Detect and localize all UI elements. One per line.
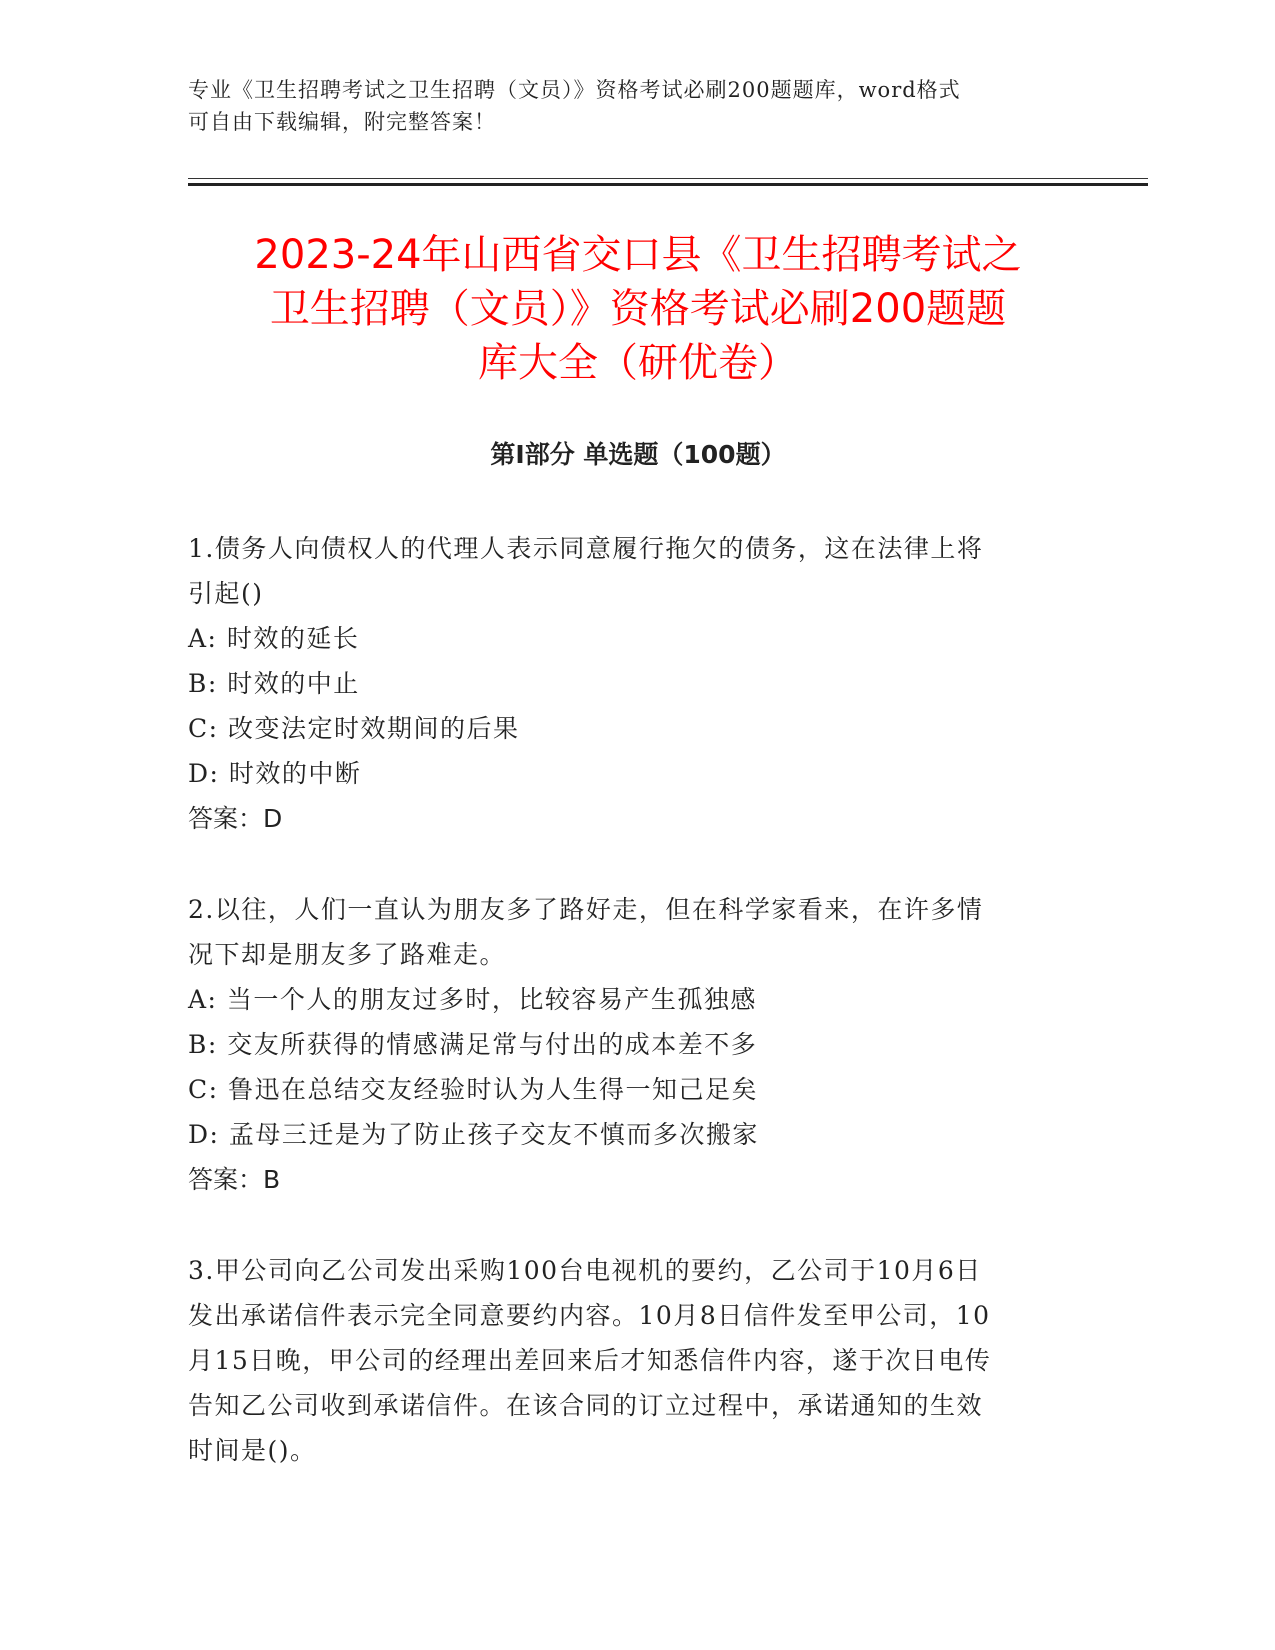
intro-line: 专业《卫生招聘考试之卫生招聘（文员）》资格考试必刷200题题库，word格式 bbox=[188, 78, 961, 102]
intro-text bbox=[188, 74, 1068, 138]
option-b: B: 交友所获得的情感满足常与付出的成本差不多 bbox=[188, 1030, 758, 1059]
question-stem: 发出承诺信件表示完全同意要约内容。10月8日信件发至甲公司，10 bbox=[188, 1301, 991, 1330]
option-c: C: 改变法定时效期间的后果 bbox=[188, 714, 520, 743]
question-stem: 3.甲公司向乙公司发出采购100台电视机的要约，乙公司于10月6日 bbox=[188, 1256, 982, 1285]
header-divider-thick bbox=[188, 183, 1148, 186]
header-divider-thin bbox=[188, 178, 1148, 179]
question-item bbox=[188, 1248, 1078, 1473]
title-line: 2023-24年山西省交口县《卫生招聘考试之 bbox=[254, 232, 1022, 278]
question-item bbox=[188, 526, 1078, 841]
question-list bbox=[188, 526, 1078, 1519]
option-a: A: 当一个人的朋友过多时，比较容易产生孤独感 bbox=[188, 985, 757, 1014]
title-line: 库大全（研优卷） bbox=[478, 340, 798, 386]
question-stem: 况下却是朋友多了路难走。 bbox=[188, 940, 507, 969]
question-stem: 1.债务人向债权人的代理人表示同意履行拖欠的债务，这在法律上将 bbox=[188, 534, 984, 563]
answer-label: 答案：B bbox=[188, 1165, 281, 1194]
question-stem: 告知乙公司收到承诺信件。在该合同的订立过程中，承诺通知的生效 bbox=[188, 1391, 984, 1420]
answer-label: 答案：D bbox=[188, 804, 283, 833]
question-stem: 月15日晚，甲公司的经理出差回来后才知悉信件内容，遂于次日电传 bbox=[188, 1346, 992, 1375]
intro-line: 可自由下载编辑，附完整答案！ bbox=[188, 110, 496, 134]
document-title bbox=[188, 228, 1088, 390]
title-line: 卫生招聘（文员）》资格考试必刷200题题 bbox=[269, 286, 1007, 332]
option-b: B: 时效的中止 bbox=[188, 669, 360, 698]
section-heading: 第Ⅰ部分 单选题（100题） bbox=[490, 440, 786, 469]
question-item bbox=[188, 887, 1078, 1202]
question-stem: 引起() bbox=[188, 579, 264, 608]
option-c: C: 鲁迅在总结交友经验时认为人生得一知己足矣 bbox=[188, 1075, 758, 1104]
question-stem: 时间是()。 bbox=[188, 1436, 317, 1465]
option-d: D: 孟母三迁是为了防止孩子交友不慎而多次搬家 bbox=[188, 1120, 759, 1149]
question-stem: 2.以往，人们一直认为朋友多了路好走，但在科学家看来，在许多情 bbox=[188, 895, 984, 924]
option-d: D: 时效的中断 bbox=[188, 759, 362, 788]
option-a: A: 时效的延长 bbox=[188, 624, 360, 653]
